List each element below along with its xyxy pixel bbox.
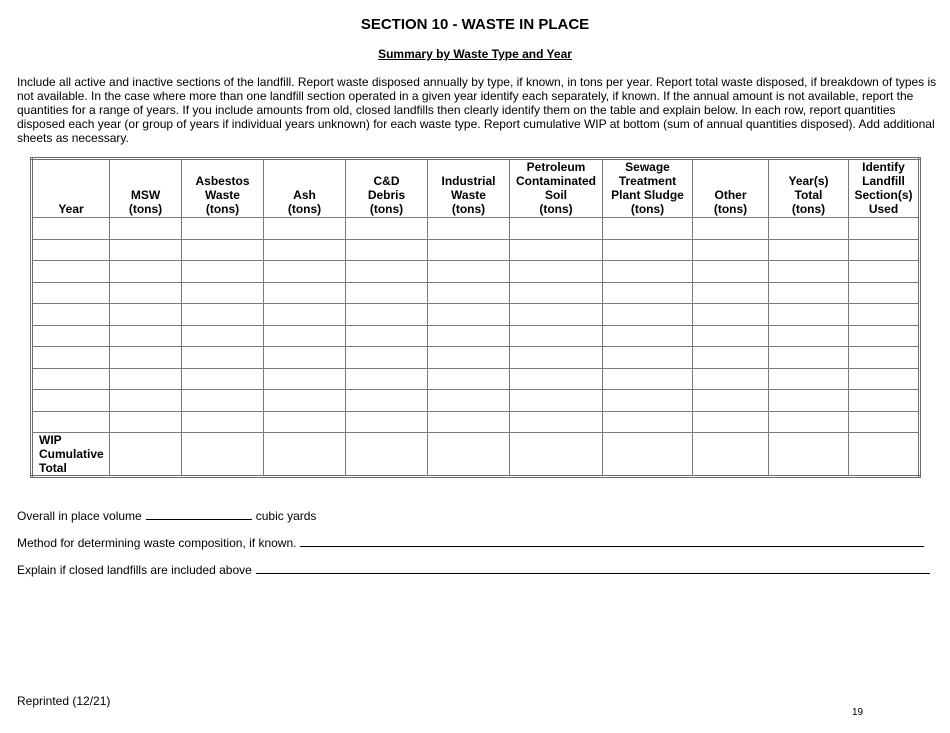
entry-cell[interactable] [693, 261, 769, 283]
entry-cell[interactable] [769, 282, 849, 304]
entry-cell[interactable] [182, 304, 264, 326]
entry-cell[interactable] [110, 368, 182, 390]
header-row [32, 159, 920, 218]
wip-total-label-line: Cumulative [39, 447, 104, 461]
entry-cell[interactable] [264, 325, 346, 347]
volume-label: Overall in place volume [17, 509, 142, 523]
column-header-line: (tons) [713, 202, 748, 216]
table-row [32, 390, 920, 412]
wip-total-label-line: WIP [39, 433, 62, 447]
column-header-line: MSW [130, 188, 161, 202]
entry-cell[interactable] [32, 239, 110, 261]
column-header-line: Section(s) [854, 188, 913, 202]
column-header-line: (tons) [369, 202, 404, 216]
column-header-line: (tons) [630, 202, 665, 216]
entry-cell[interactable] [603, 239, 693, 261]
entry-cell[interactable] [182, 261, 264, 283]
entry-cell[interactable] [346, 347, 428, 369]
volume-line [17, 507, 316, 523]
column-header-line: Debris [367, 188, 406, 202]
total-cell[interactable] [346, 433, 428, 477]
column-header-line: Other [714, 188, 747, 202]
column-header [769, 159, 849, 218]
entry-cell[interactable] [603, 282, 693, 304]
column-header [428, 159, 510, 218]
entry-cell[interactable] [182, 411, 264, 433]
table-row [32, 218, 920, 240]
entry-cell[interactable] [264, 347, 346, 369]
entry-cell[interactable] [32, 390, 110, 412]
entry-cell[interactable] [264, 261, 346, 283]
column-header-line: Identify [862, 160, 905, 174]
entry-cell[interactable] [769, 261, 849, 283]
entry-cell[interactable] [428, 304, 510, 326]
entry-cell[interactable] [769, 304, 849, 326]
entry-cell[interactable] [849, 347, 920, 369]
entry-cell[interactable] [693, 390, 769, 412]
table-row [32, 239, 920, 261]
entry-cell[interactable] [510, 325, 603, 347]
column-header-line: Industrial [441, 174, 496, 188]
column-header-line: (tons) [539, 202, 573, 216]
entry-cell[interactable] [346, 325, 428, 347]
column-header-line: (tons) [205, 202, 240, 216]
entry-cell[interactable] [510, 368, 603, 390]
entry-cell[interactable] [428, 282, 510, 304]
entry-cell[interactable] [110, 347, 182, 369]
entry-cell[interactable] [769, 390, 849, 412]
entry-cell[interactable] [510, 411, 603, 433]
entry-cell[interactable] [428, 239, 510, 261]
waste-in-place-table [30, 157, 921, 478]
entry-cell[interactable] [849, 411, 920, 433]
entry-cell[interactable] [264, 368, 346, 390]
column-header-line: (tons) [791, 202, 826, 216]
method-label: Method for determining waste composition, if known. [17, 536, 297, 550]
column-header-line: Waste [205, 188, 240, 202]
column-header-line: Petroleum [526, 160, 586, 174]
column-header [510, 159, 603, 218]
total-cell[interactable] [849, 433, 920, 477]
column-header [603, 159, 693, 218]
column-header-line: Used [868, 202, 899, 216]
entry-cell[interactable] [510, 261, 603, 283]
entry-cell[interactable] [428, 325, 510, 347]
entry-cell[interactable] [849, 261, 920, 283]
table-row [32, 261, 920, 283]
volume-unit: cubic yards [255, 509, 317, 523]
column-header [693, 159, 769, 218]
entry-cell[interactable] [693, 368, 769, 390]
entry-cell[interactable] [769, 347, 849, 369]
entry-cell[interactable] [769, 218, 849, 240]
entry-cell[interactable] [849, 325, 920, 347]
total-cell[interactable] [182, 433, 264, 477]
total-cell[interactable] [264, 433, 346, 477]
table-row [32, 304, 920, 326]
entry-cell[interactable] [603, 347, 693, 369]
entry-cell[interactable] [769, 325, 849, 347]
volume-input[interactable] [146, 507, 252, 520]
column-header-line: (tons) [451, 202, 486, 216]
entry-cell[interactable] [346, 411, 428, 433]
cumulative-total-row [32, 433, 920, 477]
column-header-line: Sewage [625, 160, 670, 174]
total-cell[interactable] [428, 433, 510, 477]
entry-cell[interactable] [110, 261, 182, 283]
entry-cell[interactable] [264, 304, 346, 326]
wip-total-label-line: Total [39, 461, 67, 475]
entry-cell[interactable] [510, 218, 603, 240]
entry-cell[interactable] [110, 325, 182, 347]
method-line [17, 534, 924, 550]
entry-cell[interactable] [693, 282, 769, 304]
entry-cell[interactable] [182, 390, 264, 412]
entry-cell[interactable] [693, 239, 769, 261]
total-cell[interactable] [693, 433, 769, 477]
wip-total-label [32, 433, 110, 477]
column-header-line: Contaminated [515, 174, 596, 188]
column-header [182, 159, 264, 218]
entry-cell[interactable] [182, 218, 264, 240]
entry-cell[interactable] [182, 239, 264, 261]
entry-cell[interactable] [428, 411, 510, 433]
entry-cell[interactable] [849, 282, 920, 304]
entry-cell[interactable] [346, 218, 428, 240]
entry-cell[interactable] [510, 239, 603, 261]
total-cell[interactable] [510, 433, 603, 477]
entry-cell[interactable] [693, 304, 769, 326]
entry-cell[interactable] [510, 282, 603, 304]
method-input[interactable] [300, 534, 924, 547]
table-row [32, 347, 920, 369]
entry-cell[interactable] [603, 304, 693, 326]
entry-cell[interactable] [182, 282, 264, 304]
table-subtitle: Summary by Waste Type and Year [378, 47, 572, 61]
page-number: 19 [852, 707, 864, 718]
entry-cell[interactable] [346, 282, 428, 304]
entry-cell[interactable] [346, 261, 428, 283]
entry-cell[interactable] [510, 390, 603, 412]
entry-cell[interactable] [32, 368, 110, 390]
column-header-line: C&D [373, 174, 400, 188]
entry-cell[interactable] [110, 304, 182, 326]
entry-cell[interactable] [264, 390, 346, 412]
entry-cell[interactable] [264, 218, 346, 240]
entry-cell[interactable] [428, 347, 510, 369]
entry-cell[interactable] [603, 218, 693, 240]
entry-cell[interactable] [110, 282, 182, 304]
entry-cell[interactable] [110, 239, 182, 261]
entry-cell[interactable] [346, 304, 428, 326]
total-cell[interactable] [110, 433, 182, 477]
entry-cell[interactable] [510, 304, 603, 326]
entry-cell[interactable] [428, 218, 510, 240]
entry-cell[interactable] [32, 347, 110, 369]
column-header-line: (tons) [287, 202, 322, 216]
closed-landfills-line [17, 561, 930, 577]
entry-cell[interactable] [32, 261, 110, 283]
entry-cell[interactable] [32, 411, 110, 433]
entry-cell[interactable] [182, 325, 264, 347]
table-row [32, 282, 920, 304]
instructions-paragraph: Include all active and inactive sections of the landfill. Report waste disposed annually by type, if known, in tons per year. Report total waste disposed, if breakdown of types is not available. In the case where more than one landfill section operated in a given year identify each separately, if known. If the annual amount is not available, report the quantities for a range of years. If you include amounts from old, closed landfills then clearly identify them on the table and explain below. In each row, report quantities disposed each year (or group of years if individual years unknown) for each waste type. Report cumulative WIP at bottom (sum of annual quantities disposed). Add additional sheets as necessary. [17, 75, 937, 145]
column-header-line: Ash [293, 188, 316, 202]
entry-cell[interactable] [110, 411, 182, 433]
table-row [32, 411, 920, 433]
column-header-line: Plant Sludge [611, 188, 684, 202]
column-header-line: Year [58, 202, 84, 216]
entry-cell[interactable] [32, 282, 110, 304]
table-body [32, 218, 920, 477]
entry-cell[interactable] [110, 390, 182, 412]
column-header [346, 159, 428, 218]
entry-cell[interactable] [428, 368, 510, 390]
column-header-line: Asbestos [195, 174, 250, 188]
entry-cell[interactable] [603, 411, 693, 433]
table-row [32, 368, 920, 390]
entry-cell[interactable] [603, 261, 693, 283]
column-header-line: Waste [451, 188, 486, 202]
entry-cell[interactable] [32, 304, 110, 326]
column-header [32, 159, 110, 218]
entry-cell[interactable] [182, 347, 264, 369]
entry-cell[interactable] [32, 325, 110, 347]
entry-cell[interactable] [603, 390, 693, 412]
column-header-line: Year(s) [788, 174, 829, 188]
entry-cell[interactable] [693, 411, 769, 433]
entry-cell[interactable] [346, 390, 428, 412]
entry-cell[interactable] [849, 239, 920, 261]
entry-cell[interactable] [849, 390, 920, 412]
entry-cell[interactable] [603, 368, 693, 390]
entry-cell[interactable] [346, 368, 428, 390]
column-header-line: Treatment [618, 174, 677, 188]
entry-cell[interactable] [769, 411, 849, 433]
entry-cell[interactable] [849, 304, 920, 326]
entry-cell[interactable] [264, 411, 346, 433]
reprinted-note: Reprinted (12/21) [17, 694, 111, 708]
entry-cell[interactable] [693, 325, 769, 347]
column-header [264, 159, 346, 218]
column-header [849, 159, 920, 218]
entry-cell[interactable] [510, 347, 603, 369]
entry-cell[interactable] [428, 390, 510, 412]
entry-cell[interactable] [849, 218, 920, 240]
entry-cell[interactable] [264, 282, 346, 304]
entry-cell[interactable] [769, 368, 849, 390]
column-header-line: Total [794, 188, 823, 202]
column-header-line: Soil [544, 188, 567, 202]
entry-cell[interactable] [264, 239, 346, 261]
column-header-line: (tons) [128, 202, 163, 216]
entry-cell[interactable] [849, 368, 920, 390]
entry-cell[interactable] [603, 325, 693, 347]
column-header [110, 159, 182, 218]
total-cell[interactable] [769, 433, 849, 477]
closed-landfills-input[interactable] [256, 561, 930, 574]
entry-cell[interactable] [110, 218, 182, 240]
entry-cell[interactable] [693, 347, 769, 369]
entry-cell[interactable] [182, 368, 264, 390]
table-row [32, 325, 920, 347]
entry-cell[interactable] [693, 218, 769, 240]
column-header-line: Landfill [862, 174, 905, 188]
total-cell[interactable] [603, 433, 693, 477]
entry-cell[interactable] [32, 218, 110, 240]
entry-cell[interactable] [428, 261, 510, 283]
entry-cell[interactable] [769, 239, 849, 261]
closed-landfills-label: Explain if closed landfills are included above [17, 563, 252, 577]
entry-cell[interactable] [346, 239, 428, 261]
section-title: SECTION 10 - WASTE IN PLACE [360, 16, 590, 33]
